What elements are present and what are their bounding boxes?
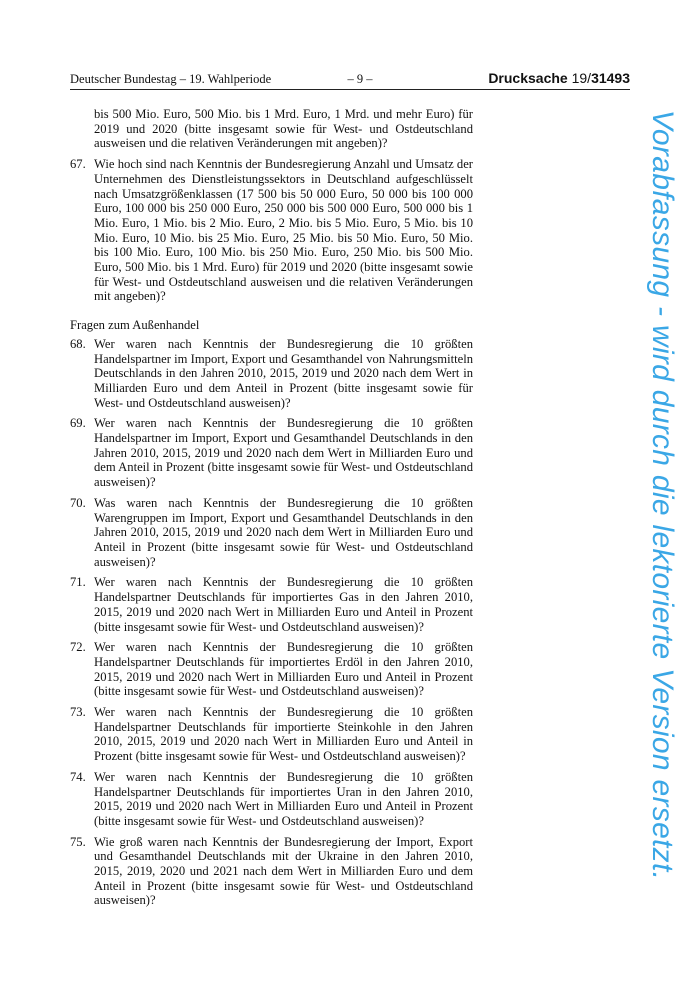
header-doc-prefix: 19/	[571, 70, 592, 86]
question-text: Wer waren nach Kenntnis der Bundesregierung die 10 größten Handelspartner Deutschlands für importierte Steinkohle in den Jahren 2010, 2015, 2019 und 2020 nach Wert in Milliarden Euro und Anteil in Prozent (bitte insgesamt sowie für West- und Ostdeutschland ausweisen)?	[94, 705, 473, 764]
question-item	[70, 496, 473, 570]
question-number: 69.	[70, 416, 86, 431]
header-doc-number: 31493	[591, 70, 630, 86]
question-item	[70, 337, 473, 411]
question-number: 72.	[70, 640, 86, 655]
question-text: Wer waren nach Kenntnis der Bundesregierung die 10 größten Handelspartner Deutschlands für importiertes Gas in den Jahren 2010, 2015, 2019 und 2020 nach Wert in Milliarden Euro und Anteil in Prozent (bitte insgesamt sowie für West- und Ostdeutschland ausweisen)?	[94, 575, 473, 634]
question-text: Wer waren nach Kenntnis der Bundesregierung die 10 größten Handelspartner im Import, Export und Gesamthandel Deutschlands in den Jahren 2010, 2015, 2019 und 2020 nach dem Wert in Milliarden Euro und dem Anteil in Prozent (bitte insgesamt sowie für West- und Ostdeutschland ausweisen)?	[94, 416, 473, 490]
page-header	[70, 70, 630, 90]
question-list	[70, 337, 473, 908]
question-text: Wer waren nach Kenntnis der Bundesregierung die 10 größten Handelspartner Deutschlands für importiertes Uran in den Jahren 2010, 2015, 2019 und 2020 nach Wert in Milliarden Euro und Anteil in Prozent (bitte insgesamt sowie für West- und Ostdeutschland ausweisen)?	[94, 769, 473, 828]
continuation-text: bis 500 Mio. Euro, 500 Mio. bis 1 Mrd. Euro, 1 Mrd. und mehr Euro) für 2019 und 2020 (bitte insgesamt sowie für West- und Ostdeutschland ausweisen und die relativen Veränderungen mit angeben)?	[94, 107, 473, 151]
question-text: Was waren nach Kenntnis der Bundesregierung die 10 größten Warengruppen im Import, Export und Gesamthandel Deutschlands in den Jahren 2010, 2015, 2019 und 2020 nach dem Wert in Milliarden Euro und Anteil in Prozent (bitte insgesamt sowie für West- und Ostdeutschland ausweisen)?	[94, 495, 473, 569]
header-rule	[70, 89, 630, 90]
header-page-number: – 9 –	[347, 72, 373, 86]
header-document-number	[488, 70, 630, 86]
question-text: Wer waren nach Kenntnis der Bundesregierung die 10 größten Handelspartner im Import, Export und Gesamthandel von Nahrungsmitteln Deutschlands in den Jahren 2010, 2015, 2019 und 2020 nach dem Wert in Milliarden Euro und dem Anteil in Prozent (bitte insgesamt sowie für West- und Ostdeutschland ausweisen)?	[94, 336, 473, 410]
question-item	[70, 640, 473, 699]
question-number: 74.	[70, 769, 86, 784]
question-number: 70.	[70, 495, 86, 510]
question-text: Wie groß waren nach Kenntnis der Bundesregierung der Import, Export und Gesamthandel Deutschlands mit der Ukraine in den Jahren 2010, 2015, 2019, 2020 und 2021 nach dem Wert in Milliarden Euro und dem Anteil in Prozent (bitte insgesamt sowie für West- und Ostdeutschland ausweisen)?	[94, 834, 473, 908]
header-doc-label: Drucksache	[488, 70, 568, 86]
question-item	[70, 705, 473, 764]
question-item	[70, 770, 473, 829]
section-heading: Fragen zum Außenhandel	[70, 318, 200, 333]
question-item	[70, 416, 473, 490]
header-publication: Deutscher Bundestag – 19. Wahlperiode	[70, 72, 272, 86]
question-number: 75.	[70, 834, 86, 849]
question-number: 68.	[70, 336, 86, 351]
question-text: Wie hoch sind nach Kenntnis der Bundesregierung Anzahl und Umsatz der Unternehmen des Dienstleistungssektors in Deutschland aufgeschlüsselt nach Umsatzgrößenklassen (17 500 bis 50 000 Euro, 50 000 bis 100 000 Euro, 100 000 bis 250 000 Euro, 250 000 bis 500 000 Euro, 500 000 bis 1 Mio. Euro, 1 Mio. bis 2 Mio. Euro, 2 Mio. bis 5 Mio. Euro, 5 Mio. bis 10 Mio. Euro, 10 Mio. bis 25 Mio. Euro, 25 Mio. bis 50 Mio. Euro, 50 Mio. bis 100 Mio. Euro, 100 Mio. bis 250 Mio. Euro, 250 Mio. bis 500 Mio. Euro, 500 Mio. bis 1 Mrd. Euro) für 2019 und 2020 (bitte insgesamt sowie für West- und Ostdeutschland ausweisen und die relativen Veränderungen mit angeben)?	[94, 157, 473, 304]
preliminary-version-watermark: Vorabfassung - wird durch die lektorierte Version ersetzt.	[646, 109, 679, 881]
question-text: Wer waren nach Kenntnis der Bundesregierung die 10 größten Handelspartner Deutschlands für importiertes Erdöl in den Jahren 2010, 2015, 2019 und 2020 nach Wert in Milliarden Euro und Anteil in Prozent (bitte insgesamt sowie für West- und Ostdeutschland ausweisen)?	[94, 640, 473, 699]
question-number: 73.	[70, 705, 86, 720]
question-number: 67.	[70, 157, 86, 172]
question-67	[70, 157, 473, 304]
question-item	[70, 575, 473, 634]
document-body	[70, 107, 473, 914]
question-item	[70, 835, 473, 909]
question-number: 71.	[70, 575, 86, 590]
